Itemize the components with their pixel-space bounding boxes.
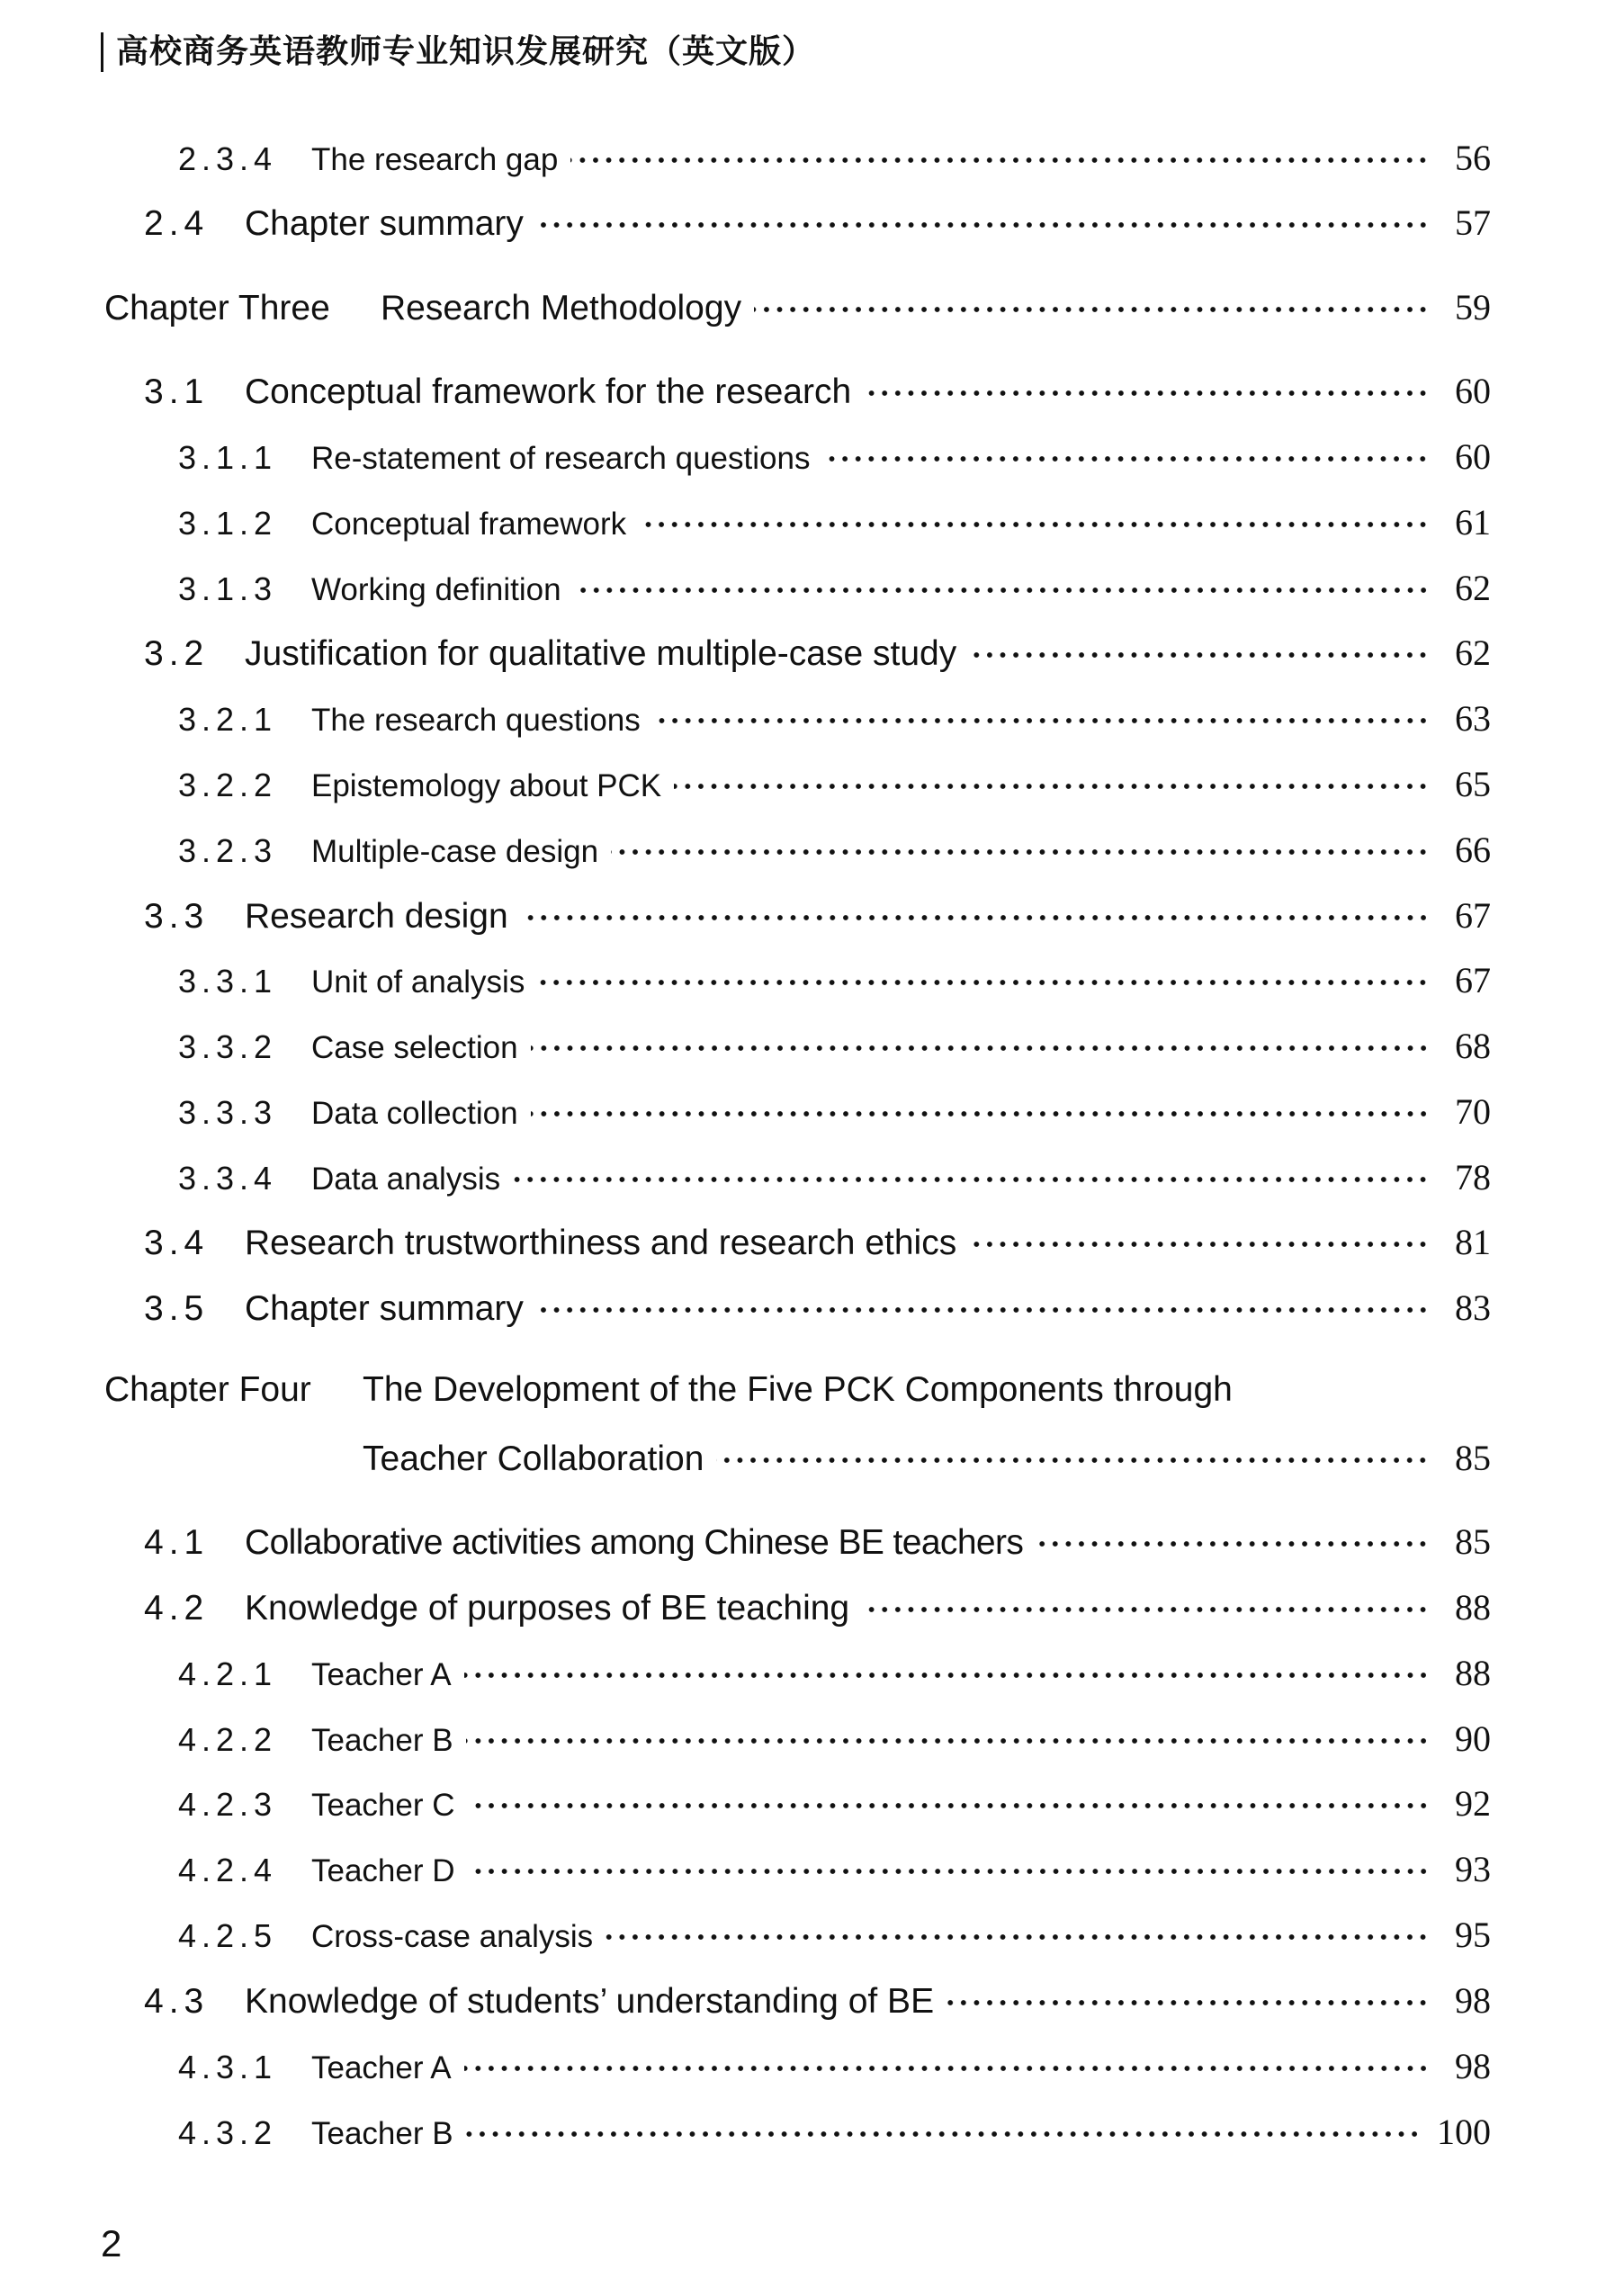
section-number: 3.2.1: [178, 701, 278, 738]
section-number: 3.1.3: [178, 570, 278, 607]
section-title: Teacher B: [311, 1723, 453, 1758]
section-number: 3.1.1: [178, 439, 278, 476]
toc-entry-4-2-2[interactable]: [178, 1718, 1491, 1760]
section-number: 3.3.4: [178, 1160, 278, 1197]
section-title: Knowledge of purposes of BE teaching: [245, 1589, 850, 1628]
toc-entry-4-2-5[interactable]: [178, 1914, 1491, 1956]
toc-entry-2-3-4[interactable]: [178, 137, 1491, 179]
dot-leader: [653, 713, 1430, 728]
section-number: 4.2.5: [178, 1917, 278, 1954]
section-number: 4.2.4: [178, 1852, 278, 1888]
dot-leader: [536, 218, 1430, 232]
section-title: Teacher A: [311, 2050, 452, 2085]
section-number: 3.2.2: [178, 767, 278, 803]
section-number: 3.1.2: [178, 505, 278, 542]
section-title: The research gap: [311, 142, 559, 177]
toc-entry-3-3-4[interactable]: [178, 1156, 1491, 1198]
toc-entry-4-3[interactable]: [144, 1979, 1491, 2022]
toc-entry-chapter-four-cont[interactable]: [363, 1437, 1491, 1479]
page-reference: 62: [1455, 632, 1491, 673]
dot-leader: [822, 452, 1430, 466]
toc-entry-4-2-1[interactable]: [178, 1652, 1491, 1694]
dot-leader: [466, 1734, 1430, 1748]
section-title: Data analysis: [311, 1161, 501, 1197]
dot-leader: [716, 1453, 1430, 1467]
toc-entry-3-1[interactable]: [144, 370, 1491, 412]
dot-leader: [468, 1798, 1430, 1813]
dot-leader: [969, 648, 1430, 662]
section-title: Multiple-case design: [311, 834, 599, 869]
page-number: 2: [101, 2222, 122, 2265]
page-reference: 98: [1455, 1980, 1491, 2021]
dot-leader: [947, 1996, 1430, 2010]
section-title: Chapter summary: [245, 204, 524, 243]
page-reference: 66: [1455, 830, 1491, 870]
page-reference: 67: [1455, 895, 1491, 936]
section-title: Case selection: [311, 1030, 518, 1065]
page-reference: 65: [1455, 764, 1491, 804]
chapter-title-continued: Teacher Collaboration: [363, 1439, 704, 1478]
dot-leader: [464, 2061, 1430, 2076]
page-reference: 85: [1455, 1438, 1491, 1478]
toc-entry-3-2-2[interactable]: [178, 763, 1491, 805]
toc-entry-3-1-2[interactable]: [178, 501, 1491, 543]
toc-entry-4-1[interactable]: [144, 1520, 1491, 1563]
dot-leader: [639, 517, 1430, 532]
chapter-title: The Development of the Five PCK Components through: [363, 1370, 1233, 1409]
dot-leader: [521, 910, 1430, 925]
section-title: Teacher B: [311, 2116, 453, 2151]
page-reference: 70: [1455, 1091, 1491, 1132]
page-reference: 60: [1455, 436, 1491, 477]
chapter-label: Chapter Four: [104, 1370, 311, 1409]
page-reference: 78: [1455, 1157, 1491, 1197]
dot-leader: [969, 1237, 1430, 1251]
section-title: The research questions: [311, 703, 641, 738]
section-number: 4.1: [144, 1523, 210, 1562]
toc-entry-4-3-2[interactable]: [178, 2111, 1491, 2153]
section-number: 3.5: [144, 1289, 210, 1328]
section-title: Working definition: [311, 572, 561, 607]
section-title: Epistemology about PCK: [311, 768, 662, 803]
section-number: 4.3: [144, 1982, 210, 2021]
dot-leader: [862, 1602, 1430, 1617]
section-title: Data collection: [311, 1096, 518, 1131]
page-reference: 81: [1455, 1222, 1491, 1262]
section-title: Justification for qualitative multiple-case study: [245, 634, 957, 673]
page-reference: 62: [1455, 568, 1491, 608]
section-title: Unit of analysis: [311, 964, 525, 1000]
section-number: 4.2: [144, 1589, 210, 1628]
toc-entry-3-2-1[interactable]: [178, 697, 1491, 740]
toc-entry-4-3-1[interactable]: [178, 2045, 1491, 2087]
page-reference: 67: [1455, 960, 1491, 1000]
dot-leader: [674, 779, 1430, 794]
section-title: Research trustworthiness and research ethics: [245, 1224, 957, 1262]
section-number: 2.3.4: [178, 140, 278, 177]
dot-leader: [570, 153, 1430, 167]
dot-leader: [611, 845, 1430, 859]
section-title: Conceptual framework for the research: [245, 372, 852, 411]
section-title: Teacher A: [311, 1657, 452, 1692]
section-number: 3.4: [144, 1224, 210, 1262]
page-reference: 90: [1455, 1718, 1491, 1759]
section-number: 2.4: [144, 204, 210, 243]
page-reference: 68: [1455, 1026, 1491, 1066]
page-reference: 100: [1437, 2112, 1491, 2152]
section-title: Teacher D: [311, 1853, 455, 1888]
page-reference: 93: [1455, 1849, 1491, 1889]
dot-leader: [468, 1864, 1430, 1879]
section-number: 3.2.3: [178, 832, 278, 869]
section-title: Research design: [245, 897, 508, 936]
page-reference: 61: [1455, 502, 1491, 543]
dot-leader: [536, 1303, 1430, 1317]
section-title: Chapter summary: [245, 1289, 524, 1328]
dot-leader: [531, 1107, 1430, 1121]
section-number: 3.2: [144, 634, 210, 673]
page-reference: 95: [1455, 1915, 1491, 1955]
toc-entry-2-4[interactable]: [144, 202, 1491, 244]
toc-entry-3-2-3[interactable]: [178, 829, 1491, 871]
section-title: Re-statement of research questions: [311, 441, 811, 476]
section-number: 4.3.2: [178, 2114, 278, 2151]
dot-leader: [531, 1041, 1430, 1055]
toc-entry-chapter-three[interactable]: [104, 286, 1491, 328]
dot-leader: [537, 975, 1430, 990]
dot-leader: [466, 2127, 1421, 2141]
page-reference: 57: [1455, 202, 1491, 243]
page-reference: 83: [1455, 1287, 1491, 1328]
toc-entry-4-2[interactable]: [144, 1586, 1491, 1628]
toc-entry-3-2[interactable]: [144, 632, 1491, 674]
section-title: Collaborative activities among Chinese BE teachers: [245, 1523, 1024, 1562]
section-number: 3.3.2: [178, 1028, 278, 1065]
page-reference: 63: [1455, 698, 1491, 739]
section-number: 3.1: [144, 372, 210, 411]
chapter-label: Chapter Three: [104, 289, 330, 327]
section-number: 4.2.2: [178, 1721, 278, 1758]
dot-leader: [464, 1668, 1430, 1682]
dot-leader: [754, 302, 1430, 317]
chapter-title: Research Methodology: [381, 289, 742, 327]
section-number: 4.2.1: [178, 1655, 278, 1692]
toc-entry-chapter-four[interactable]: [104, 1370, 1233, 1410]
section-title: Knowledge of students’ understanding of BE: [245, 1982, 935, 2021]
toc-entry-4-2-4[interactable]: [178, 1848, 1491, 1890]
page-reference: 85: [1455, 1521, 1491, 1562]
section-title: Conceptual framework: [311, 507, 627, 542]
page-reference: 98: [1455, 2046, 1491, 2086]
toc-entry-3-5[interactable]: [144, 1287, 1491, 1329]
page-reference: 56: [1455, 138, 1491, 178]
toc-entry-4-2-3[interactable]: [178, 1782, 1491, 1825]
toc-entry-3-3-1[interactable]: [178, 959, 1491, 1001]
dot-leader: [864, 386, 1430, 400]
toc-entry-3-1-3[interactable]: [178, 567, 1491, 609]
section-title: Teacher C: [311, 1788, 455, 1823]
toc-entry-3-4[interactable]: [144, 1221, 1491, 1263]
section-title: Cross-case analysis: [311, 1919, 594, 1954]
dot-leader: [574, 583, 1430, 597]
toc-entry-3-3-2[interactable]: [178, 1025, 1491, 1067]
toc-entry-3-1-1[interactable]: [178, 435, 1491, 478]
page-reference: 60: [1455, 371, 1491, 411]
page-reference: 59: [1455, 287, 1491, 327]
dot-leader: [1036, 1537, 1430, 1551]
toc-entry-3-3-3[interactable]: [178, 1090, 1491, 1133]
dot-leader: [606, 1930, 1430, 1944]
page-reference: 88: [1455, 1587, 1491, 1628]
running-header: 高校商务英语教师专业知识发展研究（英文版）: [101, 32, 815, 72]
section-number: 3.3.3: [178, 1094, 278, 1131]
section-number: 3.3.1: [178, 963, 278, 1000]
section-number: 4.3.1: [178, 2049, 278, 2085]
section-number: 3.3: [144, 897, 210, 936]
toc-entry-3-3[interactable]: [144, 894, 1491, 937]
page-reference: 92: [1455, 1783, 1491, 1824]
section-number: 4.2.3: [178, 1786, 278, 1823]
page-reference: 88: [1455, 1653, 1491, 1693]
dot-leader: [513, 1172, 1430, 1187]
